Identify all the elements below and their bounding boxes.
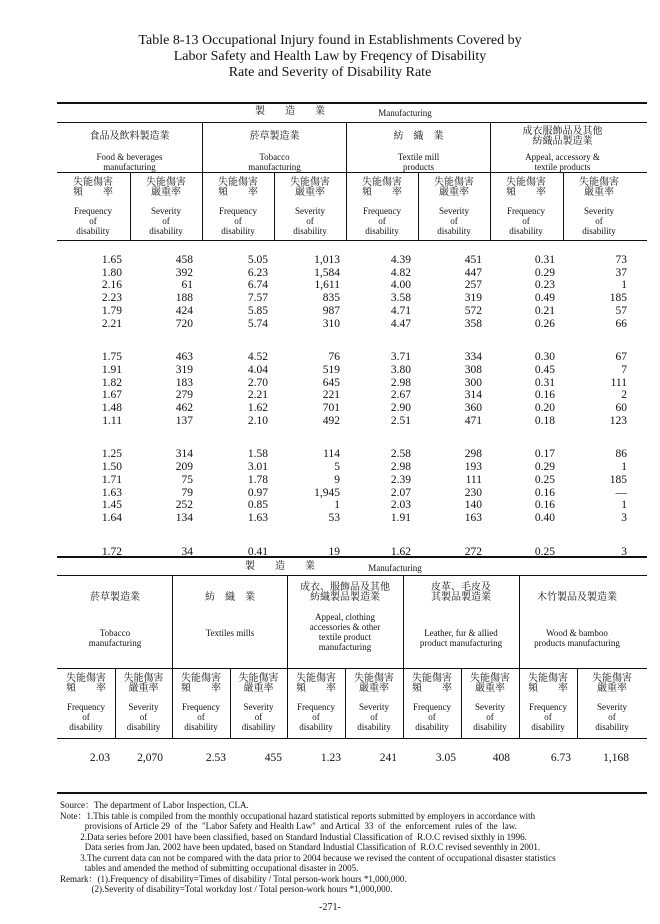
table-cell: 75	[181, 473, 193, 486]
table-cell: 61	[181, 279, 193, 292]
table-cell: 6.74	[247, 279, 268, 292]
table-cell: 0.29	[534, 461, 555, 474]
table-cell: 123	[609, 414, 627, 427]
table-cell: 19	[328, 545, 340, 558]
table-cell: 2,070	[137, 752, 163, 764]
table-cell: 462	[175, 402, 193, 414]
table-cell: 279	[175, 389, 193, 402]
table-cell: 334	[464, 351, 482, 364]
frequency-header-en: Frequency of disability	[507, 206, 545, 236]
table-cell: 185	[609, 473, 627, 486]
table-cell: 4.82	[390, 266, 411, 279]
table-cell: 140	[464, 499, 482, 512]
frequency-header-zh: 失能傷害 頻 率	[362, 177, 402, 198]
table-cell: 3	[621, 545, 627, 558]
table-cell: 2.03	[390, 499, 411, 512]
table-cell: 3.71	[390, 351, 411, 364]
frequency-header-en: Frequency of disability	[182, 702, 220, 732]
table-cell: 0.40	[534, 511, 555, 524]
table-cell: 241	[379, 752, 397, 764]
table-cell: 314	[175, 448, 193, 461]
table-cell: 5.74	[247, 317, 268, 330]
table-cell: 1.72	[101, 545, 122, 558]
table-cell: 308	[464, 363, 482, 376]
group-header-en: Manufacturing	[378, 108, 432, 118]
table-cell: 492	[322, 414, 340, 427]
table-cell: 319	[464, 292, 482, 305]
table-cell: 137	[175, 414, 193, 427]
table-cell: 0.16	[534, 486, 555, 499]
table-cell: 4.71	[390, 304, 411, 317]
table-cell: 2.10	[247, 414, 268, 427]
severity-header-en: Severity of disability	[357, 702, 391, 732]
table-cell: 2.90	[390, 402, 411, 414]
table-cell: 1.58	[247, 448, 268, 461]
table-cell: 0.31	[534, 254, 555, 266]
severity-header-zh: 失能傷害 嚴重率	[238, 673, 279, 694]
table-cell: 1.91	[390, 511, 411, 524]
frequency-header-zh: 失能傷害 頻 率	[506, 177, 546, 198]
table-cell: 86	[615, 448, 627, 461]
table-cell: 5	[334, 461, 340, 474]
industry-header-en: Textile mill products	[397, 152, 440, 172]
table-cell: 1.91	[101, 363, 122, 376]
table-cell: 257	[464, 279, 482, 292]
table-title-line-1: Table 8-13 Occupational Injury found in Establishments Covered by	[138, 33, 522, 48]
table-cell: 1.63	[101, 486, 122, 499]
table-cell: 2.07	[390, 486, 411, 499]
table-cell: 4.39	[390, 254, 411, 266]
industry-header-zh: 成衣服飾品及其他 紡織品製造業	[522, 126, 603, 147]
table-cell: 1,945	[314, 486, 340, 499]
table-cell: 424	[175, 304, 193, 317]
table-cell: 1.45	[101, 499, 122, 512]
table-cell: 2.21	[101, 317, 122, 330]
table-title-line-3: Rate and Severity of Disability Rate	[228, 65, 432, 80]
table-cell: 1	[621, 279, 627, 292]
table-cell: 455	[264, 752, 282, 764]
severity-header-zh: 失能傷害 嚴重率	[123, 673, 164, 694]
table-cell: 1.25	[101, 448, 122, 461]
table-cell: 193	[464, 461, 482, 474]
severity-header-zh: 失能傷害 嚴重率	[434, 177, 474, 198]
table-cell: 701	[322, 402, 340, 414]
table-cell: 1.82	[101, 376, 122, 389]
table-cell: 3.58	[390, 292, 411, 305]
table-cell: 209	[175, 461, 193, 474]
table-cell: 2.58	[390, 448, 411, 461]
table-cell: 2.70	[247, 376, 268, 389]
table-cell: 0.85	[247, 499, 268, 512]
table-cell: 1.50	[101, 461, 122, 474]
frequency-header-en: Frequency of disability	[67, 702, 105, 732]
table-cell: 163	[464, 511, 482, 524]
table-cell: 66	[615, 317, 627, 330]
frequency-header-en: Frequency of disability	[219, 206, 257, 236]
table-title-line-2: Labor Safety and Health Law by Freqency of Disability	[173, 49, 487, 64]
table-cell: 2.39	[390, 473, 411, 486]
industry-header-en: Appeal, accessory & textile products	[525, 152, 600, 172]
table-cell: 79	[181, 486, 193, 499]
frequency-header-en: Frequency of disability	[529, 702, 567, 732]
table-cell: 1,013	[314, 254, 340, 266]
severity-header-zh: 失能傷害 嚴重率	[470, 673, 510, 694]
table-cell: 3	[621, 511, 627, 524]
table-cell: 7.57	[247, 292, 268, 305]
table-cell: 458	[175, 254, 193, 266]
frequency-header-zh: 失能傷害 頻 率	[66, 673, 106, 694]
table-cell: 6.23	[247, 266, 268, 279]
table-cell: 9	[334, 473, 340, 486]
table-cell: 6.73	[550, 752, 571, 764]
table-cell: 134	[175, 511, 193, 524]
table-cell: 0.25	[534, 545, 555, 558]
frequency-header-zh: 失能傷害 頻 率	[181, 673, 221, 694]
frequency-header-en: Frequency of disability	[363, 206, 401, 236]
severity-header-en: Severity of disability	[293, 206, 327, 236]
table-cell: 1,168	[603, 752, 629, 764]
table-cell: 0.21	[534, 304, 555, 317]
table-cell: 2.51	[390, 414, 411, 427]
severity-header-zh: 失能傷害 嚴重率	[579, 177, 619, 198]
industry-header-en: Tobacco manufacturing	[248, 152, 301, 172]
industry-header-zh: 木竹製品及製造業	[537, 592, 617, 603]
severity-header-en: Severity of disability	[473, 702, 507, 732]
severity-header-zh: 失能傷害 嚴重率	[290, 177, 330, 198]
table-cell: 34	[181, 545, 193, 558]
table-cell: 1.64	[101, 511, 122, 524]
table-cell: 7	[621, 363, 627, 376]
table-cell: 2.53	[205, 752, 226, 764]
table-cell: 645	[322, 376, 340, 389]
table-cell: 1	[621, 461, 627, 474]
table-cell: 188	[175, 292, 193, 305]
industry-header-zh: 菸草製造業	[249, 131, 300, 142]
table-cell: 1.79	[101, 304, 122, 317]
table-cell: 3.01	[247, 461, 268, 474]
industry-header-zh: 食品及飲料製造業	[89, 131, 170, 142]
table-cell: 1.78	[247, 473, 268, 486]
table-cell: 0.26	[534, 317, 555, 330]
table-cell: 2.23	[101, 292, 122, 305]
table-cell: 0.45	[534, 363, 555, 376]
table-cell: 4.52	[247, 351, 268, 364]
industry-header-zh: 皮革、毛皮及 其製品製造業	[431, 582, 491, 603]
industry-header-en: Leather, fur & allied product manufacturing	[419, 628, 503, 648]
table-cell: 252	[175, 499, 193, 512]
table-cell: 1	[621, 499, 627, 512]
table-cell: 0.16	[534, 499, 555, 512]
footnotes: Source：The department of Labor Inspection, CLA. Note：1.This table is compiled from the monthly occupational hazard statistical reports submitted by employers in accordance with provisions of Article 29 of the "Labor Safety and Health Law" and Artical 33 of the enforcement rules of the law. 2.Data series before 2001 have been classified, based on Standard Industial Classification of R.O.C revised sixthly in 1996. Data series from Jan. 2002 have been updated, based on Standard Industial Classification of R.O.C revised seventhly in 2001. 3.The current data can not be compared with the data prior to 2004 because we revised the content of occupational disaster statistics tables and amended the method of submitting occupational disaster in 2005. Remark：(1).Frequency of disability=Times of disability / Total person-work hours *1,000,000. (2).Severity of disability=Total workday lost / Total person-work hours *1,000,000.	[60, 800, 556, 894]
table-cell: —	[615, 486, 627, 499]
table-cell: 392	[175, 266, 193, 279]
frequency-header-zh: 失能傷害 頻 率	[296, 673, 336, 694]
table-cell: 3.80	[390, 363, 411, 376]
severity-header-zh: 失能傷害 嚴重率	[354, 673, 394, 694]
table-cell: 2.16	[101, 279, 122, 292]
table-cell: 230	[464, 486, 482, 499]
table-cell: 0.30	[534, 351, 555, 364]
table-cell: 300	[464, 376, 482, 389]
table-cell: 111	[610, 376, 627, 389]
table-cell: 1,584	[314, 266, 340, 279]
table-cell: 5.85	[247, 304, 268, 317]
table-cell: 319	[175, 363, 193, 376]
industry-header-zh: 紡 織 業	[205, 592, 255, 603]
frequency-header-zh: 失能傷害 頻 率	[73, 177, 113, 198]
table-cell: 2.98	[390, 461, 411, 474]
table-cell: 272	[464, 545, 482, 558]
table-cell: 1.80	[101, 266, 122, 279]
industry-header-en: Textiles mills	[205, 628, 255, 638]
group-header-en-lower: Manufacturing	[368, 563, 422, 573]
table-cell: 114	[323, 448, 340, 461]
table-cell: 1.63	[247, 511, 268, 524]
table-cell: 1	[334, 499, 340, 512]
table-cell: 408	[492, 752, 510, 764]
table-cell: 0.23	[534, 279, 555, 292]
table-cell: 360	[464, 402, 482, 414]
table-cell: 1.62	[390, 545, 411, 558]
table-cell: 183	[175, 376, 193, 389]
frequency-header-en: Frequency of disability	[297, 702, 335, 732]
table-cell: 987	[322, 304, 340, 317]
table-cell: 4.00	[390, 279, 411, 292]
table-cell: 4.47	[390, 317, 411, 330]
table-cell: 1.62	[247, 402, 268, 414]
severity-header-en: Severity of disability	[595, 702, 629, 732]
table-cell: 73	[615, 254, 627, 266]
table-cell: 0.31	[534, 376, 555, 389]
table-cell: 2.98	[390, 376, 411, 389]
table-cell: 720	[175, 317, 193, 330]
table-cell: 358	[464, 317, 482, 330]
table-cell: 0.49	[534, 292, 555, 305]
industry-header-zh: 菸草製造業	[90, 592, 140, 603]
severity-header-en: Severity of disability	[149, 206, 183, 236]
severity-header-en: Severity of disability	[437, 206, 471, 236]
severity-header-en: Severity of disability	[582, 206, 616, 236]
table-cell: 1.11	[102, 414, 122, 427]
table-cell: 4.04	[247, 363, 268, 376]
frequency-header-zh: 失能傷害 頻 率	[528, 673, 568, 694]
frequency-header-en: Frequency of disability	[413, 702, 451, 732]
group-header-zh-lower: 製 造 業	[245, 561, 315, 572]
table-cell: 5.05	[247, 254, 268, 266]
table-cell: 2.67	[390, 389, 411, 402]
severity-header-zh: 失能傷害 嚴重率	[592, 673, 632, 694]
table-cell: 835	[322, 292, 340, 305]
frequency-header-en: Frequency of disability	[74, 206, 112, 236]
table-cell: 0.18	[534, 414, 555, 427]
industry-header-zh: 成衣、服飾品及其他 紡織製品製造業	[300, 582, 390, 603]
industry-header-en: Appeal, clothing accessories & other textile product manufacturing	[309, 612, 381, 652]
industry-header-en: Tobacco manufacturing	[88, 628, 142, 648]
table-cell: 1.65	[101, 254, 122, 266]
industry-header-en: Wood & bamboo products manufacturing	[534, 628, 620, 648]
table-cell: 37	[615, 266, 627, 279]
table-cell: 471	[464, 414, 482, 427]
table-cell: 0.29	[534, 266, 555, 279]
severity-header-zh: 失能傷害 嚴重率	[146, 177, 186, 198]
table-cell: 111	[465, 473, 482, 486]
table-cell: 60	[615, 402, 627, 414]
table-cell: 2.21	[247, 389, 268, 402]
frequency-header-zh: 失能傷害 頻 率	[218, 177, 258, 198]
table-cell: 298	[464, 448, 482, 461]
page-number: -271-	[319, 902, 341, 913]
table-cell: 447	[464, 266, 482, 279]
table-cell: 519	[322, 363, 340, 376]
table-cell: 451	[464, 254, 482, 266]
table-cell: 1.48	[101, 402, 122, 414]
frequency-header-zh: 失能傷害 頻 率	[412, 673, 452, 694]
industry-header-zh: 紡 織 業	[393, 131, 444, 142]
table-cell: 57	[615, 304, 627, 317]
table-cell: 0.16	[534, 389, 555, 402]
table-cell: 1.67	[101, 389, 122, 402]
table-cell: 221	[322, 389, 340, 402]
table-cell: 463	[175, 351, 193, 364]
table-cell: 572	[464, 304, 482, 317]
table-cell: 53	[328, 511, 340, 524]
table-cell: 1.23	[320, 752, 341, 764]
table-cell: 1.75	[101, 351, 122, 364]
table-cell: 76	[328, 351, 340, 364]
table-cell: 3.05	[435, 752, 456, 764]
group-header-zh: 製 造 業	[255, 106, 325, 117]
table-cell: 2.03	[89, 752, 110, 764]
table-cell: 185	[609, 292, 627, 305]
table-cell: 0.97	[247, 486, 268, 499]
table-cell: 2	[621, 389, 627, 402]
table-cell: 1.71	[101, 473, 122, 486]
table-cell: 0.20	[534, 402, 555, 414]
table-cell: 0.17	[534, 448, 555, 461]
industry-header-en: Food & beverages manufacturing	[96, 152, 163, 172]
table-cell: 0.25	[534, 473, 555, 486]
table-cell: 1,611	[314, 279, 340, 292]
severity-header-en: Severity of disability	[126, 702, 161, 732]
severity-header-en: Severity of disability	[241, 702, 276, 732]
table-cell: 67	[615, 351, 627, 364]
table-cell: 310	[322, 317, 340, 330]
table-cell: 0.41	[247, 545, 268, 558]
table-cell: 314	[464, 389, 482, 402]
